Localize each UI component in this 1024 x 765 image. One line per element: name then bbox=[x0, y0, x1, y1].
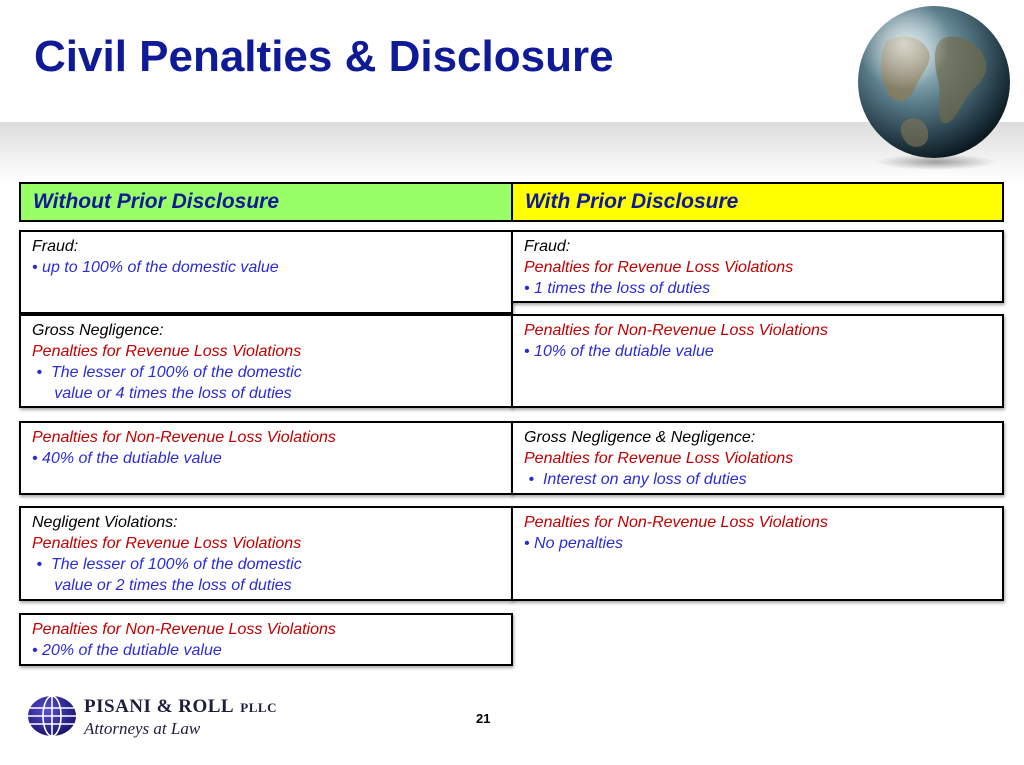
cell-subheading: Penalties for Revenue Loss Violations bbox=[524, 259, 794, 276]
cell-bullet-continued: value or 4 times the loss of duties bbox=[32, 385, 292, 402]
cell-bullet-continued: value or 2 times the loss of duties bbox=[32, 577, 292, 594]
cell-fraud-without bbox=[19, 230, 513, 314]
cell-subheading: Penalties for Revenue Loss Violations bbox=[32, 535, 302, 552]
globe-image bbox=[846, 2, 1016, 172]
cell-heading: Negligent Violations: bbox=[32, 514, 178, 531]
cell-gross-negligence-negligence-with bbox=[511, 421, 1004, 495]
cell-negligent-without bbox=[19, 506, 513, 601]
cell-gross-negligence-nonrevenue-without bbox=[19, 421, 513, 495]
cell-bullet: • 1 times the loss of duties bbox=[524, 280, 711, 297]
cell-negligence-nonrevenue-with bbox=[511, 506, 1004, 601]
firm-suffix: PLLC bbox=[240, 700, 277, 715]
cell-subheading: Penalties for Non-Revenue Loss Violations bbox=[524, 322, 828, 339]
cell-subheading: Penalties for Non-Revenue Loss Violations bbox=[32, 429, 336, 446]
cell-gross-negligence-without bbox=[19, 314, 513, 408]
cell-bullet: • 10% of the dutiable value bbox=[524, 343, 714, 360]
firm-name-text: PISANI & ROLL bbox=[84, 696, 234, 717]
cell-bullet: • Interest on any loss of duties bbox=[524, 471, 747, 488]
firm-name bbox=[84, 696, 277, 718]
cell-bullet: • The lesser of 100% of the domestic bbox=[32, 364, 302, 381]
firm-tagline: Attorneys at Law bbox=[84, 719, 201, 738]
header-with-prior-disclosure: With Prior Disclosure bbox=[511, 182, 1004, 222]
firm-logo-globe-icon bbox=[26, 694, 78, 738]
cell-subheading: Penalties for Revenue Loss Violations bbox=[32, 343, 302, 360]
cell-heading: Fraud: bbox=[524, 238, 571, 255]
cell-heading: Gross Negligence: bbox=[32, 322, 164, 339]
header-without-prior-disclosure: Without Prior Disclosure bbox=[19, 182, 513, 222]
cell-negligent-nonrevenue-without bbox=[19, 613, 513, 666]
cell-bullet: • up to 100% of the domestic value bbox=[32, 259, 279, 276]
cell-heading: Gross Negligence & Negligence: bbox=[524, 429, 756, 446]
cell-bullet: • 40% of the dutiable value bbox=[32, 450, 222, 467]
page-number: 21 bbox=[476, 711, 491, 726]
page-title: Civil Penalties & Disclosure bbox=[34, 32, 614, 81]
cell-bullet: • 20% of the dutiable value bbox=[32, 642, 222, 659]
cell-subheading: Penalties for Non-Revenue Loss Violations bbox=[32, 621, 336, 638]
cell-bullet: • The lesser of 100% of the domestic bbox=[32, 556, 302, 573]
cell-fraud-with bbox=[511, 230, 1004, 303]
cell-fraud-nonrevenue-with bbox=[511, 314, 1004, 408]
cell-heading: Fraud: bbox=[32, 238, 79, 255]
cell-subheading: Penalties for Non-Revenue Loss Violations bbox=[524, 514, 828, 531]
cell-subheading: Penalties for Revenue Loss Violations bbox=[524, 450, 794, 467]
cell-bullet: • No penalties bbox=[524, 535, 623, 552]
